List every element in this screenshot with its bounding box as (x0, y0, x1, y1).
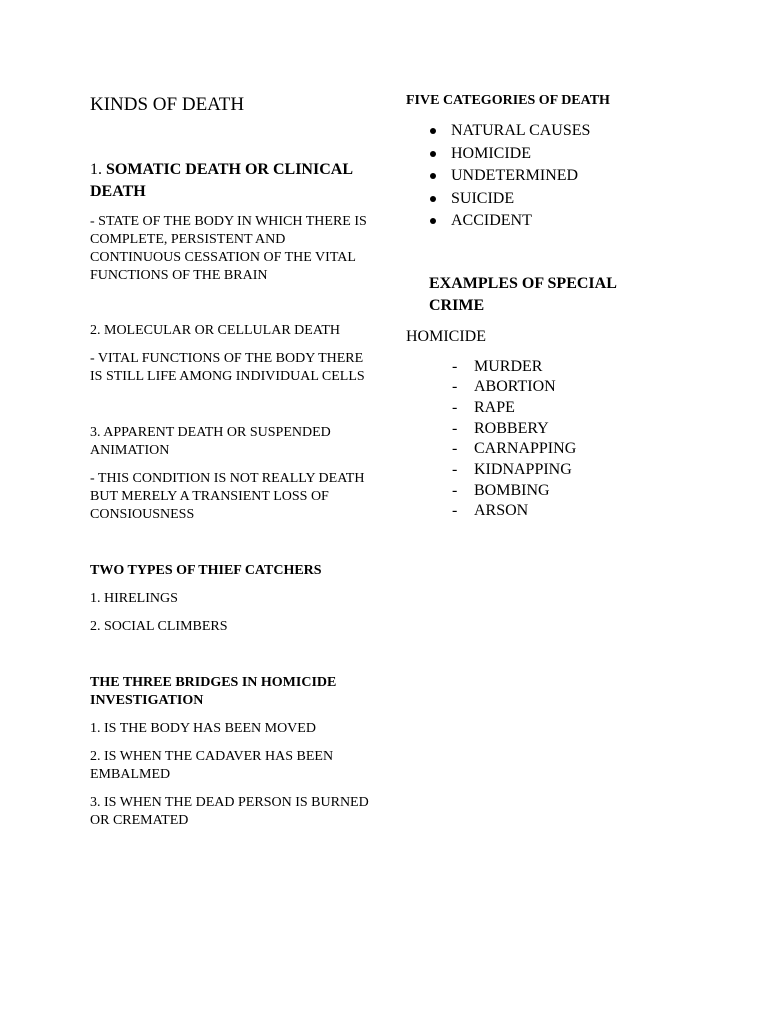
list-item (406, 419, 666, 440)
dash-marker: - (452, 419, 458, 437)
bullet-icon (430, 151, 436, 157)
categories-list (406, 120, 666, 233)
homicide-subheading: HOMICIDE (406, 327, 486, 345)
thief-catchers-heading: TWO TYPES OF THIEF CATCHERS (90, 563, 322, 578)
dash-marker: - (452, 502, 458, 520)
dash-marker: - (452, 440, 458, 458)
crime-label: ABORTION (474, 378, 556, 396)
crime-label: BOMBING (474, 481, 550, 499)
kinds-of-death-title: KINDS OF DEATH (90, 94, 245, 115)
list-item (406, 357, 666, 378)
list-item (406, 188, 666, 211)
left-column (90, 94, 370, 830)
section-molecular-death (90, 322, 370, 386)
bullet-icon (430, 218, 436, 224)
crime-label: RAPE (474, 398, 515, 416)
special-crime-heading: EXAMPLES OF SPECIAL CRIME (429, 274, 616, 314)
bullet-icon (430, 196, 436, 202)
category-label: UNDETERMINED (451, 167, 579, 184)
five-categories-heading: FIVE CATEGORIES OF DEATH (406, 93, 610, 108)
list-item (406, 481, 666, 502)
list-item (406, 165, 666, 188)
crime-label: KIDNAPPING (474, 461, 572, 479)
category-label: HOMICIDE (451, 144, 531, 162)
dash-marker: - (452, 481, 458, 499)
bridge-item: 3. IS WHEN THE DEAD PERSON IS BURNED OR CREMATED (90, 795, 369, 828)
list-item (406, 439, 666, 460)
somatic-death-heading (90, 159, 370, 203)
list-item (406, 120, 666, 143)
section-thief-catchers (90, 562, 370, 636)
list-item (406, 377, 666, 398)
bridge-item: 2. IS WHEN THE CADAVER HAS BEEN EMBALMED (90, 749, 334, 782)
category-label: ACCIDENT (451, 212, 532, 229)
category-label: SUICIDE (451, 189, 515, 207)
list-item (406, 210, 666, 233)
list-item (406, 460, 666, 481)
dash-marker: - (452, 461, 458, 479)
list-item (406, 501, 666, 522)
somatic-death-description: - STATE OF THE BODY IN WHICH THERE IS COMPLETE, PERSISTENT AND CONTINUOUS CESSATION OF THE VITAL FUNCTIONS OF THE BRAIN (90, 214, 367, 283)
molecular-death-description: - VITAL FUNCTIONS OF THE BODY THERE IS STILL LIFE AMONG INDIVIDUAL CELLS (90, 351, 365, 384)
section-apparent-death (90, 424, 370, 524)
molecular-death-heading: 2. MOLECULAR OR CELLULAR DEATH (90, 323, 341, 338)
section-three-bridges (90, 674, 370, 830)
right-column (406, 92, 666, 522)
thief-catcher-item: 2. SOCIAL CLIMBERS (90, 619, 228, 634)
category-label: NATURAL CAUSES (451, 122, 591, 139)
section-somatic-death (90, 159, 370, 285)
dash-marker: - (452, 357, 458, 375)
special-crime-list (406, 357, 666, 523)
dash-marker: - (452, 378, 458, 396)
apparent-death-description: - THIS CONDITION IS NOT REALLY DEATH BUT MERELY A TRANSIENT LOSS OF CONSIOUSNESS (90, 471, 365, 522)
list-item (406, 143, 666, 166)
bridge-item: 1. IS THE BODY HAS BEEN MOVED (90, 721, 316, 736)
thief-catcher-item: 1. HIRELINGS (90, 591, 178, 606)
dash-marker: - (452, 398, 458, 416)
crime-label: ROBBERY (474, 419, 549, 437)
list-item (406, 398, 666, 419)
three-bridges-heading: THE THREE BRIDGES IN HOMICIDE INVESTIGATION (90, 675, 337, 708)
crime-label: MURDER (474, 357, 543, 375)
crime-label: CARNAPPING (474, 440, 577, 458)
somatic-death-number: 1. (90, 161, 106, 178)
bullet-icon (430, 128, 436, 134)
bullet-icon (430, 173, 436, 179)
crime-label: ARSON (474, 502, 529, 520)
somatic-death-title: SOMATIC DEATH OR CLINICAL DEATH (90, 161, 353, 200)
apparent-death-heading: 3. APPARENT DEATH OR SUSPENDED ANIMATION (90, 425, 331, 458)
